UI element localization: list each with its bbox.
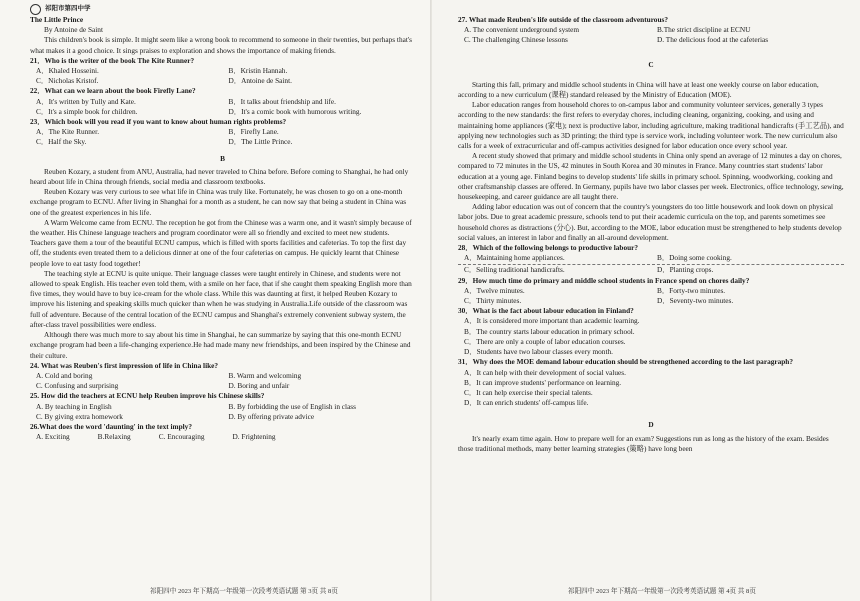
option-a: A．Twelve minutes. [464,285,525,295]
option-b: B．Kristin Hannah. [228,66,288,76]
options [458,265,844,275]
question-25 [30,391,415,422]
option-d: D．It's a comic book with humorous writing. [228,106,362,116]
passage-b-paragraph: A Warm Welcome came from ECNU. The reception he got from the Chinese was a warm one, and it wasn't simply because of the weather. His Chinese language teachers and program coordinator were all so friendly and excited to meet new students. Teachers gave them a tour of the beautiful ECNU campus, which is filled with sports facilities and cafeterias. To top the first day off, the students even treated them to a delicious dinner at one of the four cafeterias on campus. He quickly learnt that Chinese people love to eat tasty food together! [30,217,412,268]
book-author: By Antoine de Saint [44,25,103,35]
option-b: B. Warm and welcoming [228,370,302,380]
passage-b-paragraph: The teaching style at ECNU is quite unique. Their language classes were taught entirely in Chinese, and students were not allowed to speak English. His teacher even told them, with a smile on her face, that if she caught them speaking English more than five times, they would have to buy ice-cream for the whole class. While this was daunting at first, it helped Reuben Kozary to improve his listening and speaking skills much quicker than when he was studying in Australia.Life outside of the classroom was full of adventure. Because of the central location of the ECNU campus and Shanghai's extremely convenient subway system, the after-class travel possibilities were endless. [30,268,412,329]
section-c-heading: C [648,59,654,69]
option-d: D．Antoine de Saint. [228,76,292,86]
option-d: D. Frightening [232,432,276,442]
options [30,371,415,391]
option-c: C．Nicholas Kristof. [36,76,99,86]
question-stem: 29．How much time do primary and middle school students in France spend on chores daily? [458,275,750,285]
question-stem: 25. How did the teachers at ECNU help Reuben improve his Chinese skills? [30,391,265,401]
question-26 [30,422,415,442]
book-title: The Little Prince [30,15,84,24]
question-stem: 22．What can we learn about the book Firefly Lane? [30,86,196,96]
option-a: A. Exciting [36,432,70,442]
option-c: C. By giving extra homework [36,411,123,421]
question-24 [30,361,415,392]
option-c: C．It's a simple book for children. [36,106,138,116]
option-c: C. Confusing and surprising [36,381,119,391]
passage-c-paragraph: Starting this fall, primary and middle school students in China will have at least one weekly course on labor education, according to a new curriculum (课程) standard released by the Ministry of Education (MOE). [458,79,819,100]
question-stem: 28．Which of the following belongs to productive labour? [458,243,639,253]
question-29 [458,276,844,307]
page-4-footer: 祁阳四中 2023 年下期高一年级第一次段考英语试题 第 4页 共 8页 [568,588,756,595]
option-a: A. The convenient underground system [464,25,580,35]
option-c: C．Half the Sky. [36,137,87,147]
options [30,432,415,442]
question-stem: 23．Which book will you read if you want to know about human rights problems? [30,117,287,127]
option-b: B．Firefly Lane. [228,127,279,137]
question-stem: 31．Why does the MOE demand labour education should be strengthened according to the last paragraph? [458,357,794,367]
option-c: C．It can help exercise their special talents. [464,387,593,397]
options [30,402,415,422]
option-a: A．It is considered more important than academic learning. [464,316,640,326]
passage-c-paragraph: A recent study showed that primary and middle school students in China only spend an average of 12 minutes a day on chores, compared to 72 minutes in the US, 42 minutes in South Korea and 30 minutes in France. Many countries start students' labor education at a young age. Finland begins to develop students' life skills in primary school. Spinning, woodworking, cooking and other craftsmanship classes are offered. In Germany, pupils have two labor classes per week. Electronics, office technology, sewing, housekeeping, and career guidance are all taught there. [458,151,844,202]
option-d: D．The Little Prince. [228,137,293,147]
school-seal-icon [30,4,41,15]
options [458,286,844,306]
passage-b-paragraph: Reuben Kozary, a student from ANU, Australia, had never traveled to China before. Before coming to Shanghai, he had only heard about life in China through friends, social media and classroom textbooks. [30,166,409,187]
section-d-heading: D [648,420,654,430]
options [30,127,415,147]
question-stem: 24. What was Reuben's first impression of life in China like? [30,360,219,370]
question-31 [458,357,844,408]
option-b: B．The country starts labour education in primary school. [464,326,635,336]
option-b: B. By forbidding the use of English in class [228,401,356,411]
option-d: D．Seventy-two minutes. [657,296,734,306]
option-c: C．Thirty minutes. [464,296,522,306]
page-3-footer: 祁阳四中 2023 年下期高一年级第一次段考英语试题 第 3页 共 8页 [150,588,338,595]
option-d: D. By offering private advice [228,411,315,421]
question-21 [30,56,415,87]
options [458,25,844,45]
section-b-heading: B [220,153,225,163]
option-a: A．Khaled Hosseini. [36,66,99,76]
option-d: D. The delicious food at the cafeterias [657,35,769,45]
passage-c-paragraph: Adding labor education was out of concern that the country's youngsters do too little housework and look down on physical labor jobs. Due to great academic pressure, schools tend to put their academic curricula on the top, and parents sometimes see household chores as distractions (分心). But, according to the MOE, labor education must be strengthened to help students develop social values, an interest in labor and finally an all-around development. [458,202,842,242]
question-stem: 30．What is the fact about labour education in Finland? [458,306,634,316]
page-3-content [30,3,415,442]
option-b: B．It talks about friendship and life. [228,96,336,106]
option-d: D．It can enrich students' off-campus life. [464,398,589,408]
option-d: D．Students have two labour classes every month. [464,347,613,357]
exam-page-4 [432,0,860,601]
option-c: C. The challenging Chinese lessons [464,35,568,45]
question-28 [458,243,844,276]
passage-d-paragraph: It's nearly exam time again. How to prepare well for an exam? Suggestions run as long as the history of the exam. Besides those traditional methods, many better learning strategies (策略) have long been [458,433,829,453]
question-30 [458,306,844,357]
question-stem: 27. What made Reuben's life outside of the classroom adventurous? [458,15,668,24]
option-c: C. Encouraging [158,432,205,442]
option-a: A．It's written by Tully and Kate. [36,96,136,106]
option-b: B．It can improve students' performance on learning. [464,377,622,387]
option-d: D．Planting crops. [657,265,714,275]
option-a: A．It can help with their development of social values. [464,367,626,377]
school-logo-text: 祁阳市第四中学 [45,4,91,12]
school-logo [30,3,415,15]
option-a: A. By teaching in English [36,401,112,411]
option-b: B.Relaxing [97,432,131,442]
options [30,66,415,86]
option-b: B．Doing some cooking. [657,253,732,263]
option-d: D. Boring and unfair [228,381,290,391]
passage-b-paragraph: Reuben Kozary was very curious to see what life in China was truly like. Fortunately, he was chosen to go on a one-month exchange program to ECNU. After living in Shanghai for a month as a student, he can now say that being a student in China was one of the greatest experiences in his life. [30,187,407,217]
passage-c-paragraph: Labor education ranges from household chores to on-campus labor and community volunteer services, generally 3 types according to the new standards: the first refers to everyday chores, including cleaning, organizing, cooking, and using and maintaining home appliances (家电); next is productive labor, including agriculture, making traditional handicrafts (手工艺品), and applying new technologies such as 3D printing; the third type is service work, including volunteer work. The new curriculum also calls for a week of extracurricular and off-campus activities designed for labor education once every school year. [458,100,844,151]
option-b: B．Forty-two minutes. [657,285,726,295]
question-stem: 26.What does the word 'daunting' in the text imply? [30,421,192,431]
options [458,253,844,263]
option-c: C．There are only a couple of labor education courses. [464,336,626,346]
option-b: B.The strict discipline at ECNU [657,25,751,35]
option-a: A. Cold and boring [36,370,93,380]
passage-b-paragraph: Although there was much more to say about his time in Shanghai, he can summarize by saying that this one-month ECNU exchange program had been a life-changing experience.He had made many new friendships, and been inspired by the Chinese and their culture. [30,330,411,360]
question-22 [30,86,415,117]
question-stem: 21．Who is the writer of the book The Kite Runner? [30,55,195,65]
question-23 [30,117,415,148]
option-a: A．Maintaining home appliances. [464,253,565,263]
book-description: This children's book is simple. It might seem like a wrong book to recommend to someone in their twenties, but perhaps that's what makes it a good choice. It sings praises to exploration and shows the importance of making friends. [30,35,413,55]
option-c: C．Selling traditional handicrafts. [464,265,565,275]
option-a: A．The Kite Runner. [36,127,100,137]
question-27 [458,15,844,46]
options [30,97,415,117]
page-4-content [458,15,844,454]
